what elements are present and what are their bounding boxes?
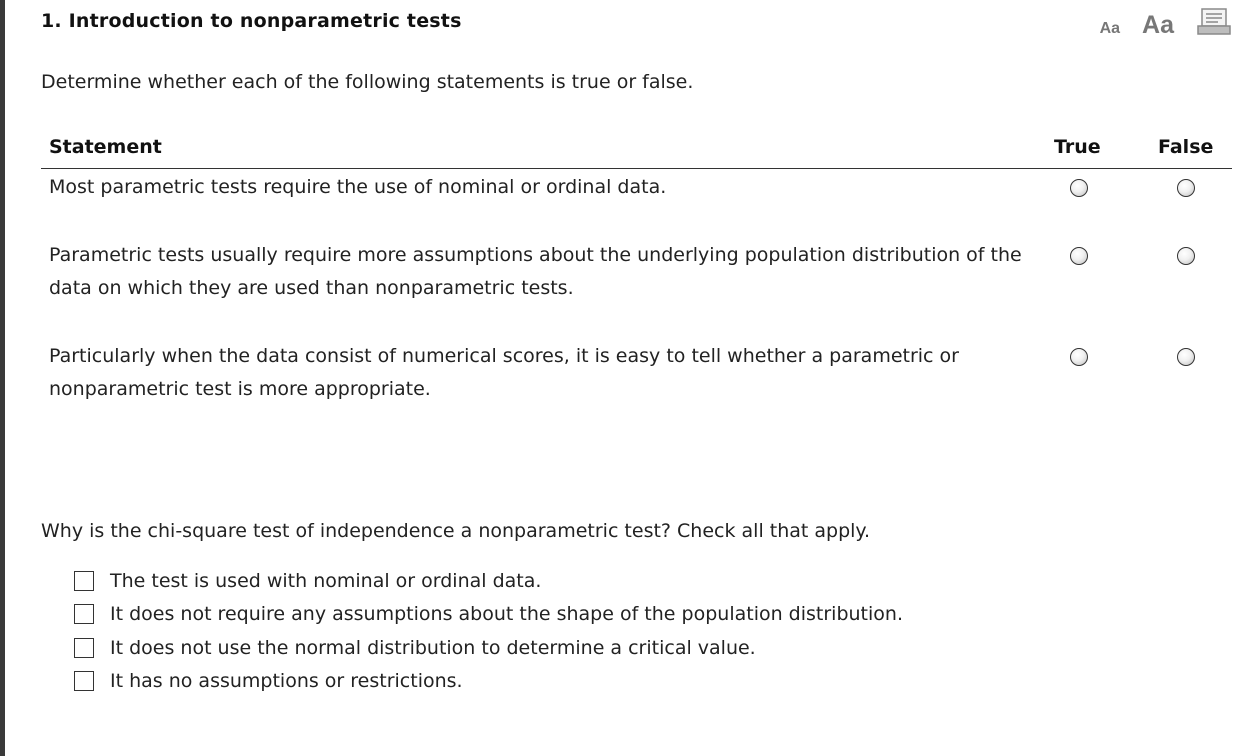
checkbox-label[interactable]: It does not require any assumptions about the shape of the population distribution. [110, 603, 903, 625]
radio-true-row-2[interactable] [1070, 247, 1088, 265]
print-icon[interactable] [1196, 8, 1232, 40]
toolbar [1100, 8, 1232, 40]
checkbox-option-1[interactable] [74, 571, 94, 591]
instruction-text: Determine whether each of the following statements is true or false. [41, 71, 694, 93]
table-row [49, 239, 1229, 305]
statement-text: Parametric tests usually require more assumptions about the underlying population distribution of the data on which they are used than nonparametric tests. [49, 244, 1022, 299]
question2-prompt: Why is the chi-square test of independence a nonparametric test? Check all that apply. [41, 520, 871, 542]
radio-false-row-1[interactable] [1177, 179, 1195, 197]
question-title: 1. Introduction to nonparametric tests [41, 10, 462, 32]
statement-text: Most parametric tests require the use of nominal or ordinal data. [49, 176, 667, 198]
increase-font-button[interactable]: Aa [1142, 11, 1174, 39]
table-header [41, 136, 1232, 169]
checkbox-option [74, 670, 463, 692]
radio-false-row-2[interactable] [1177, 247, 1195, 265]
decrease-font-button[interactable]: Aa [1099, 20, 1121, 37]
checkbox-label[interactable]: The test is used with nominal or ordinal data. [110, 570, 542, 592]
checkbox-option [74, 603, 903, 625]
header-statement: Statement [49, 136, 162, 158]
radio-true-row-1[interactable] [1070, 179, 1088, 197]
statement-text: Particularly when the data consist of numerical scores, it is easy to tell whether a parametric or nonparametric test is more appropriate. [49, 345, 959, 400]
header-false: False [1158, 136, 1214, 158]
checkbox-option-3[interactable] [74, 638, 94, 658]
checkbox-label[interactable]: It has no assumptions or restrictions. [110, 670, 463, 692]
radio-false-row-3[interactable] [1177, 348, 1195, 366]
table-row [49, 171, 1229, 204]
table-row [49, 340, 1229, 406]
checkbox-option-2[interactable] [74, 604, 94, 624]
checkbox-option-4[interactable] [74, 671, 94, 691]
window-left-border [0, 0, 5, 756]
checkbox-option [74, 570, 541, 592]
radio-true-row-3[interactable] [1070, 348, 1088, 366]
checkbox-option [74, 637, 756, 659]
header-true: True [1054, 136, 1101, 158]
checkbox-label[interactable]: It does not use the normal distribution to determine a critical value. [110, 637, 756, 659]
